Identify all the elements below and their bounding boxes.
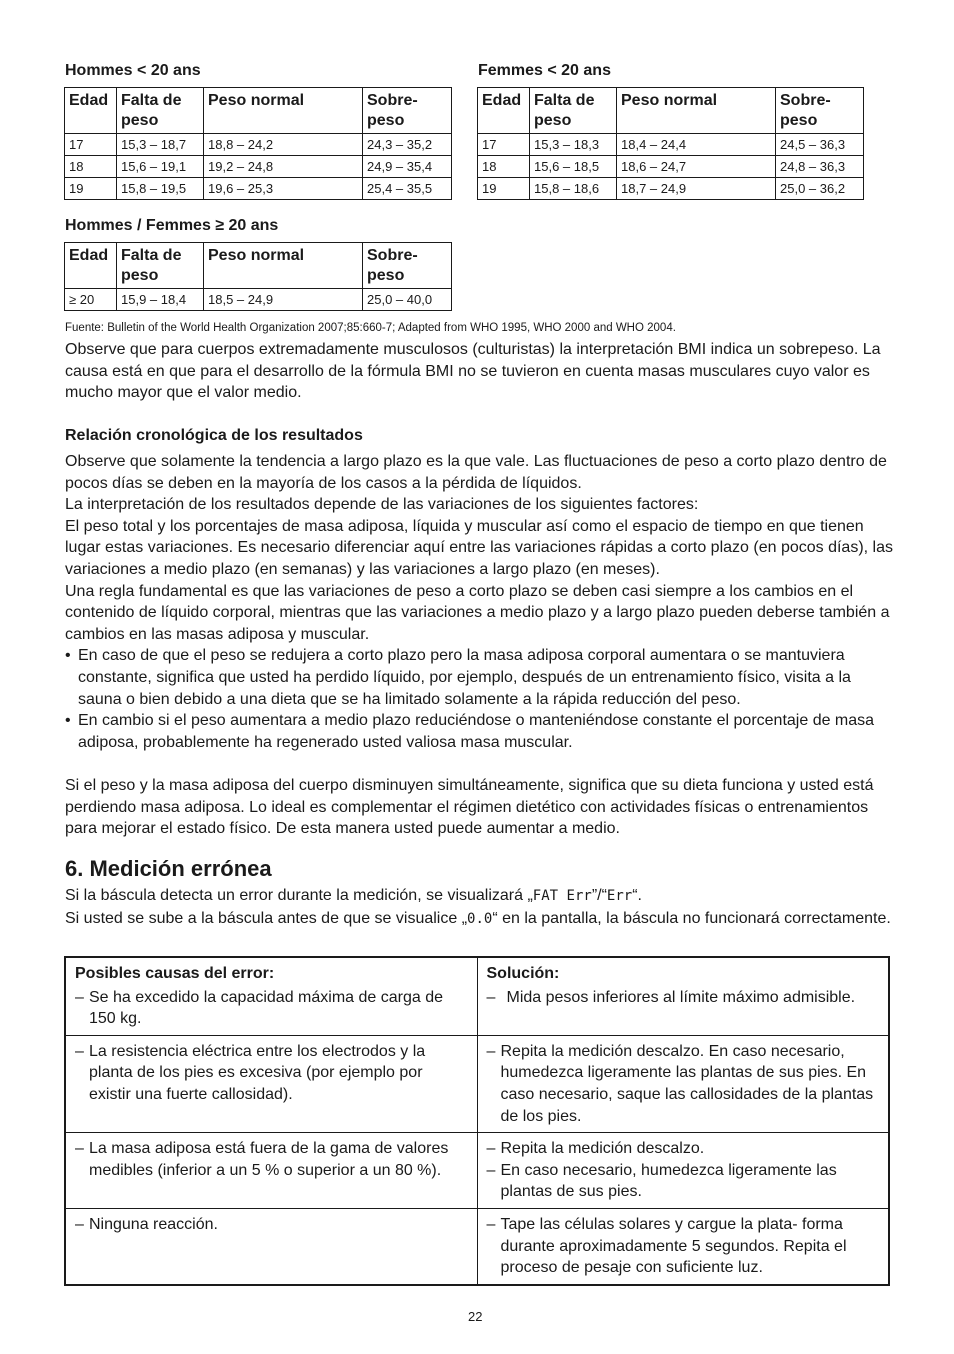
bullet-list (65, 645, 893, 753)
table-cell (65, 1035, 477, 1132)
table-cell: 15,8 – 18,6 (530, 178, 617, 200)
chrono-body (65, 451, 893, 840)
header-cell: Edad (478, 88, 530, 134)
list-item: • En cambio si el peso aumentara a medio plazo reduciéndose o manteniéndose constante el porcentaje de masa adiposa, probablemente ha regenerado usted valiosa masa muscular. (65, 710, 893, 753)
display-code: FAT Err (532, 888, 592, 904)
table-cell: 17 (65, 134, 117, 156)
cause-item: – La resistencia eléctrica entre los electrodos y la planta de los pies es excesiva (por ejemplo por existir una fuerte callosidad). (75, 1041, 469, 1106)
table-row (65, 1035, 889, 1132)
solution-item: – Repita la medición descalzo. En caso necesario, humedezca ligeramente las plantas de sus pies. En caso necesario, saque las callosidades de la plantas de los pies. (487, 1041, 881, 1127)
header-cell: Peso normal (617, 88, 776, 134)
page-number: 22 (468, 1309, 483, 1324)
table-cell (65, 1133, 477, 1209)
table-cell: 18 (478, 156, 530, 178)
header-cell: Sobre-peso (776, 88, 864, 134)
table-row (65, 178, 452, 200)
paragraph (65, 885, 893, 908)
table-cell (477, 957, 889, 1035)
paragraph: Una regla fundamental es que las variaciones de peso a corto plazo se deben casi siempre a los cambios en el contenido de líquido corporal, mientras que las variaciones a medio plazo y a largo plazo pueden deberse también a cambios en las masas adiposa y muscular. (65, 582, 890, 643)
table-cell: 15,3 – 18,3 (530, 134, 617, 156)
table-cell: 15,3 – 18,7 (117, 134, 204, 156)
header-cell: Sobre-peso (363, 243, 452, 289)
table-cell: 24,9 – 35,4 (363, 156, 452, 178)
bmi-table-adults (64, 242, 452, 311)
header-cell: Edad (65, 243, 117, 289)
table-cell (65, 1208, 477, 1284)
paragraph: Observe que solamente la tendencia a largo plazo es la que vale. Las fluctuaciones de peso a corto plazo dentro de pocos días se deben en la mayoría de los casos a la pérdida de líquidos. (65, 453, 887, 492)
chrono-heading: Relación cronológica de los resultados (65, 427, 363, 444)
solution-item: – Mida pesos inferiores al límite máximo admisible. (487, 987, 881, 1009)
table-cell: 15,6 – 18,5 (530, 156, 617, 178)
solution-item: – Tape las células solares y cargue la plata- forma durante aproximadamente 5 segundos. Repita el proceso de pesaje con suficiente luz. (487, 1214, 881, 1279)
header-cell: Falta de peso (530, 88, 617, 134)
header-cell: Peso normal (204, 243, 363, 289)
text-segment: “. (632, 887, 642, 904)
table-cell: 19,6 – 25,3 (204, 178, 363, 200)
cause-item: – La masa adiposa está fuera de la gama de valores medibles (inferior a un 5 % o superior a un 80 %). (75, 1138, 469, 1181)
table-row (65, 156, 452, 178)
table-cell: 18,6 – 24,7 (617, 156, 776, 178)
table-title-men: Hommes < 20 ans (65, 62, 201, 79)
display-code: 0.0 (467, 910, 493, 927)
header-cell: Sobre-peso (363, 88, 452, 134)
table-title-women: Femmes < 20 ans (478, 62, 611, 79)
header-cell: Peso normal (204, 88, 363, 134)
table-cell: 25,4 – 35,5 (363, 178, 452, 200)
text-segment: ”/“ (591, 887, 607, 904)
bmi-table-men (64, 87, 452, 200)
table-header-row (478, 88, 864, 134)
table-cell (477, 1208, 889, 1284)
solution-item: – En caso necesario, humedezca ligeramente las plantas de sus pies. (487, 1160, 881, 1203)
table-cell: 17 (478, 134, 530, 156)
error-intro (65, 885, 893, 930)
table-cell: 19 (65, 178, 117, 200)
paragraph: Observe que para cuerpos extremadamente musculosos (culturistas) la interpretación BMI indica un sobrepeso. La causa está en que para el desarrollo de la fórmula BMI no se tuvieron en cuenta masas musculares cuyo valor es mucho mayor que el valor medio. (65, 341, 881, 402)
table-cell: 18 (65, 156, 117, 178)
table-row (478, 134, 864, 156)
header-cell: Falta de peso (117, 243, 204, 289)
table-title-adults: Hommes / Femmes ≥ 20 ans (65, 217, 279, 234)
table-row (65, 289, 452, 311)
table-cell (477, 1035, 889, 1132)
table-cell: 25,0 – 40,0 (363, 289, 452, 311)
table-cell: 18,7 – 24,9 (617, 178, 776, 200)
text-segment: Si la báscula detecta un error durante la medición, se visualizará „ (65, 887, 533, 904)
table-row (65, 957, 889, 1035)
table-row (65, 1208, 889, 1284)
table-cell: 19,2 – 24,8 (204, 156, 363, 178)
header-cell: Edad (65, 88, 117, 134)
table-cell (65, 957, 477, 1035)
table-cell: 19 (478, 178, 530, 200)
table-cell (477, 1133, 889, 1209)
paragraph: Si el peso y la masa adiposa del cuerpo disminuyen simultáneamente, significa que su dieta funciona y usted está perdiendo masa adiposa. Lo ideal es complementar el régimen dietético con actividades físicas o entrenamientos para mejorar el estado físico. De esta manera usted puede aumentar a medio. (65, 776, 874, 838)
table-row (478, 178, 864, 200)
table-header-row (65, 243, 452, 289)
intro-paragraph (65, 339, 893, 404)
table-cell: 18,5 – 24,9 (204, 289, 363, 311)
paragraph: La interpretación de los resultados depende de las variaciones de los siguientes factores: (65, 496, 699, 514)
paragraph (65, 908, 893, 931)
table-cell: 25,0 – 36,2 (776, 178, 864, 200)
column-header: Posibles causas del error: (75, 965, 275, 982)
table-cell: 24,3 – 35,2 (363, 134, 452, 156)
table-cell: 18,4 – 24,4 (617, 134, 776, 156)
cause-item: – Se ha excedido la capacidad máxima de carga de 150 kg. (75, 987, 469, 1030)
section-heading: 6. Medición errónea (65, 856, 272, 881)
table-cell: 15,8 – 19,5 (117, 178, 204, 200)
error-table (64, 956, 890, 1286)
header-cell: Falta de peso (117, 88, 204, 134)
display-code: Err (606, 888, 633, 904)
table-row (478, 156, 864, 178)
list-item: • En caso de que el peso se redujera a corto plazo pero la masa adiposa corporal aumentara o se mantuviera constante, significa que usted ha perdido líquido, por ejemplo, después de un entrenamiento físico, visita a la sauna o bien debido a una dieta que se ha limitado solamente a la rápida reducción del peso. (65, 645, 893, 710)
text-segment: “ en la pantalla, la báscula no funcionará correctamente. (492, 909, 891, 927)
source-note: Fuente: Bulletin of the World Health Organization 2007;85:660-7; Adapted from WHO 1995, WHO 2000 and WHO 2004. (65, 322, 676, 334)
solution-item: – Repita la medición descalzo. (487, 1138, 881, 1160)
cause-item: – Ninguna reacción. (75, 1214, 469, 1236)
table-row (65, 1133, 889, 1209)
table-cell: 15,9 – 18,4 (117, 289, 204, 311)
text-segment: Si usted se sube a la báscula antes de que se visualice „ (65, 909, 468, 927)
table-cell: 24,8 – 36,3 (776, 156, 864, 178)
column-header: Solución: (486, 965, 560, 982)
paragraph: El peso total y los porcentajes de masa adiposa, líquida y muscular así como el espacio de tiempo en que tienen lugar estas variaciones. Es necesario diferenciar aquí entre las variaciones rápidas a corto plazo (en pocos días), las variaciones a medio plazo (en semanas) y las variaciones a largo plazo (en meses). (65, 517, 893, 578)
table-cell: 18,8 – 24,2 (204, 134, 363, 156)
table-cell: ≥ 20 (65, 289, 117, 311)
bmi-table-women (477, 87, 864, 200)
table-cell: 24,5 – 36,3 (776, 134, 864, 156)
table-cell: 15,6 – 19,1 (117, 156, 204, 178)
table-row (65, 134, 452, 156)
table-header-row (65, 88, 452, 134)
